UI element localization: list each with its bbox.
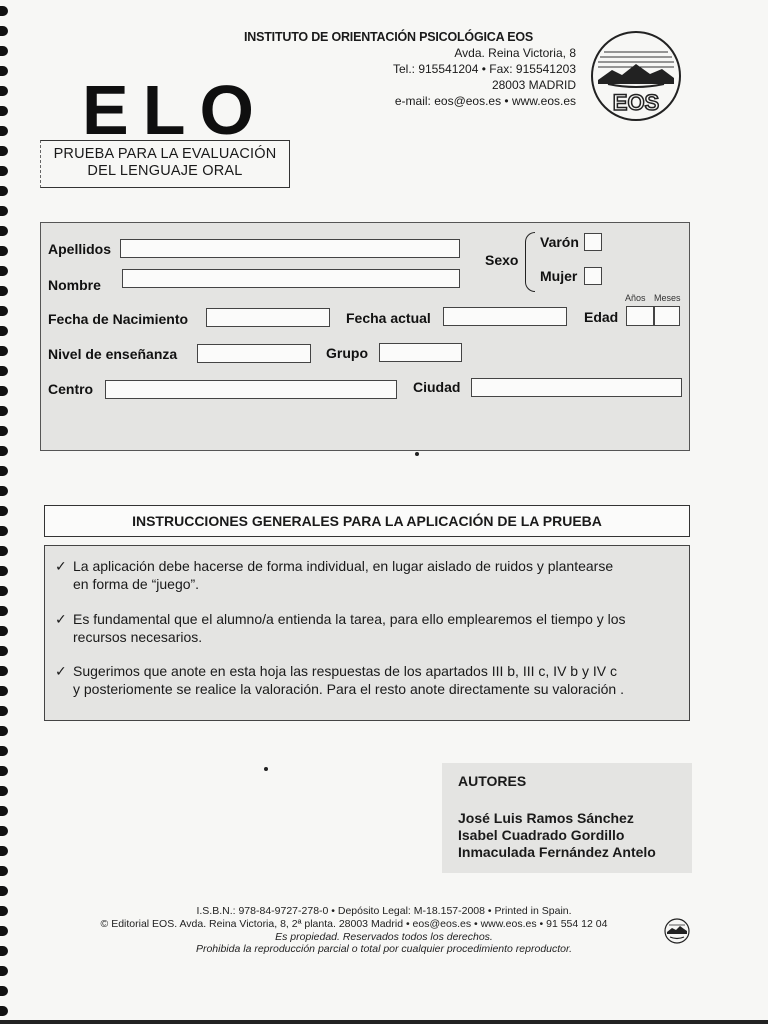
binding-ring	[0, 506, 8, 516]
binding-ring	[0, 966, 8, 976]
anos-label: Años	[625, 293, 646, 303]
binding-ring	[0, 326, 8, 336]
author-name: Inmaculada Fernández Antelo	[458, 844, 656, 860]
footer-rights: Es propiedad. Reservados todos los derechos.	[275, 931, 493, 943]
binding-ring	[0, 426, 8, 436]
binding-ring	[0, 246, 8, 256]
fecha-nacimiento-label: Fecha de Nacimiento	[48, 311, 189, 327]
instruction-item	[55, 557, 685, 593]
grupo-label: Grupo	[326, 345, 368, 361]
binding-ring	[0, 346, 8, 356]
edad-meses-field[interactable]	[654, 306, 680, 326]
binding-ring	[0, 786, 8, 796]
checkmark-icon: ✓	[55, 558, 67, 574]
authors-title: AUTORES	[458, 773, 527, 789]
binding-ring	[0, 606, 8, 616]
binding-ring	[0, 266, 8, 276]
binding-ring	[0, 746, 8, 756]
nombre-field[interactable]	[122, 269, 460, 288]
mujer-label: Mujer	[540, 268, 578, 284]
binding-ring	[0, 986, 8, 996]
binding-ring	[0, 526, 8, 536]
scan-speck	[415, 452, 419, 456]
binding-ring	[0, 86, 8, 96]
binding-ring	[0, 546, 8, 556]
nivel-ensenanza-label: Nivel de enseñanza	[48, 346, 178, 362]
centro-field[interactable]	[105, 380, 397, 399]
binding-ring	[0, 386, 8, 396]
binding-ring	[0, 766, 8, 776]
binding-ring	[0, 686, 8, 696]
checkmark-icon: ✓	[55, 611, 67, 627]
binding-ring	[0, 366, 8, 376]
binding-ring	[0, 186, 8, 196]
binding-ring	[0, 666, 8, 676]
footer-prohibition: Prohibida la reproducción parcial o total por cualquier procedimiento reproductor.	[195, 943, 573, 955]
binding-ring	[0, 406, 8, 416]
binding-ring	[0, 286, 8, 296]
binding-ring	[0, 726, 8, 736]
fecha-actual-label: Fecha actual	[346, 310, 431, 326]
instruction-line-2: y posteriomente se realice la valoración. Para el resto anote directamente su valoración .	[73, 681, 624, 697]
scan-speck	[264, 767, 268, 771]
author-name: Isabel Cuadrado Gordillo	[458, 827, 625, 843]
binding-ring	[0, 466, 8, 476]
logo-text: EOS	[612, 90, 660, 115]
nivel-ensenanza-field[interactable]	[197, 344, 311, 363]
instruction-line-2: en forma de “juego”.	[73, 576, 200, 592]
subtitle-line-2: DEL LENGUAJE ORAL	[87, 163, 243, 179]
binding-ring	[0, 1006, 8, 1016]
edad-label: Edad	[584, 309, 619, 325]
binding-ring	[0, 206, 8, 216]
page-bottom-edge	[0, 1020, 768, 1024]
binding-ring	[0, 6, 8, 16]
instructions-title: INSTRUCCIONES GENERALES PARA LA APLICACIÓN DE LA PRUEBA	[44, 505, 690, 537]
binding-ring	[0, 306, 8, 316]
checkmark-icon: ✓	[55, 663, 67, 679]
binding-ring	[0, 106, 8, 116]
centro-label: Centro	[48, 381, 94, 397]
instruction-line-2: recursos necesarios.	[73, 629, 203, 645]
ciudad-label: Ciudad	[413, 379, 461, 395]
meses-label: Meses	[654, 293, 681, 303]
subtitle-line-1: PRUEBA PARA LA EVALUACIÓN	[53, 146, 277, 162]
sexo-label: Sexo	[485, 252, 519, 268]
eos-logo-icon	[590, 30, 682, 122]
institute-contact: e-mail: eos@eos.es • www.eos.es	[394, 94, 576, 108]
grupo-field[interactable]	[379, 343, 462, 362]
binding-ring	[0, 826, 8, 836]
edad-anos-field[interactable]	[626, 306, 654, 326]
footer-publisher: © Editorial EOS. Avda. Reina Victoria, 8, 2ª planta. 28003 Madrid • eos@eos.es • www.eos.es • 91 554 12 04	[100, 918, 608, 930]
nombre-label: Nombre	[48, 277, 101, 293]
varon-label: Varón	[540, 234, 579, 250]
binding-ring	[0, 706, 8, 716]
binding-ring	[0, 26, 8, 36]
binding-ring	[0, 866, 8, 876]
spiral-binding	[0, 0, 10, 1024]
fecha-nacimiento-field[interactable]	[206, 308, 330, 327]
institute-phone: Tel.: 915541204 • Fax: 915541203	[392, 62, 576, 76]
instruction-line-1: La aplicación debe hacerse de forma individual, en lugar aislado de ruidos y plantearse	[73, 558, 614, 574]
binding-ring	[0, 226, 8, 236]
institute-city: 28003 MADRID	[491, 78, 576, 92]
instruction-line-1: Es fundamental que el alumno/a entienda la tarea, para ello emplearemos el tiempo y los	[73, 611, 626, 627]
varon-checkbox[interactable]	[584, 233, 602, 251]
binding-ring	[0, 846, 8, 856]
test-subtitle	[40, 140, 290, 188]
binding-ring	[0, 586, 8, 596]
sexo-brace	[525, 232, 535, 292]
institute-address: Avda. Reina Victoria, 8	[454, 46, 576, 60]
binding-ring	[0, 486, 8, 496]
binding-ring	[0, 626, 8, 636]
apellidos-label: Apellidos	[48, 241, 112, 257]
author-name: José Luis Ramos Sánchez	[458, 810, 634, 826]
binding-ring	[0, 46, 8, 56]
binding-ring	[0, 66, 8, 76]
binding-ring	[0, 886, 8, 896]
mujer-checkbox[interactable]	[584, 267, 602, 285]
apellidos-field[interactable]	[120, 239, 460, 258]
binding-ring	[0, 126, 8, 136]
binding-ring	[0, 566, 8, 576]
instruction-item	[55, 610, 685, 646]
binding-ring	[0, 446, 8, 456]
fecha-actual-field[interactable]	[443, 307, 567, 326]
test-title: ELO	[82, 71, 268, 149]
ciudad-field[interactable]	[471, 378, 682, 397]
footer-isbn: I.S.B.N.: 978-84-9727-278-0 • Depósito Legal: M-18.157-2008 • Printed in Spain.	[196, 905, 572, 917]
binding-ring	[0, 646, 8, 656]
institute-name: INSTITUTO DE ORIENTACIÓN PSICOLÓGICA EOS	[244, 30, 534, 44]
eos-small-logo-icon	[664, 918, 690, 944]
instruction-line-1: Sugerimos que anote en esta hoja las respuestas de los apartados III b, III c, IV b y IV c	[73, 663, 617, 679]
binding-ring	[0, 146, 8, 156]
binding-ring	[0, 806, 8, 816]
instruction-item	[55, 662, 685, 698]
binding-ring	[0, 166, 8, 176]
